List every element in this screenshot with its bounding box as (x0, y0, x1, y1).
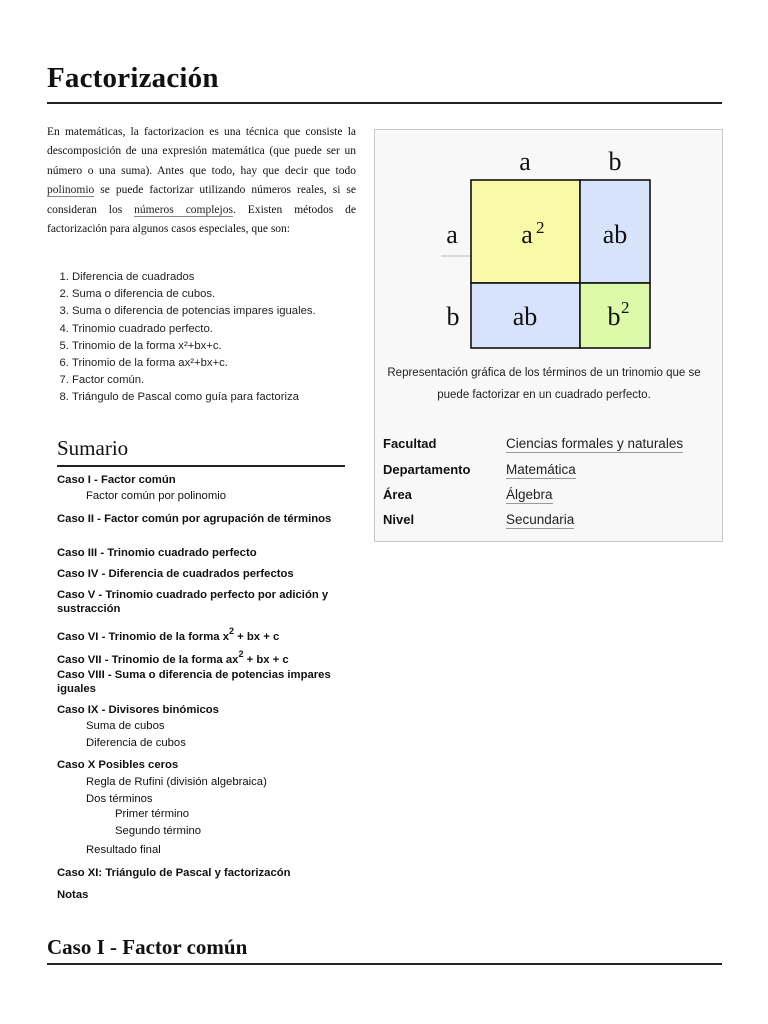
intro-text-3: . Existen métodos de factorización para algunos casos especiales, que son: (47, 203, 357, 236)
cell-b2-exponent: 2 (621, 298, 630, 317)
intro-text-1: En matemáticas, la factorizacion es una técnica que consiste la descomposición de una expresión matemática (que puede ser un número o una suma). Antes que todo, hay que decir que todo (47, 126, 356, 177)
exponent: 2 (229, 626, 235, 636)
label-top-b: b (608, 147, 622, 176)
infobox-label-facultad: Facultad (383, 436, 437, 451)
toc-link-regla-rufini[interactable]: Regla de Rufini (división algebraica) (86, 776, 267, 788)
toc-link-diferencia-cubos[interactable]: Diferencia de cubos (86, 737, 186, 749)
toc-link-caso-2[interactable]: Caso II - Factor común por agrupación de términos (57, 513, 332, 525)
infobox-label-area: Área (383, 487, 412, 502)
toc-link-dos-terminos[interactable]: Dos términos (86, 793, 153, 805)
toc-caso-7-tail: + bx + c (243, 654, 289, 666)
infobox-value-departamento[interactable]: Matemática (506, 462, 576, 477)
page-title: Factorización (47, 62, 219, 94)
toc-link-caso-7[interactable] (57, 648, 337, 668)
cases-list (57, 269, 362, 407)
list-item: 7. Factor común. (72, 372, 362, 389)
toc-link-caso-10[interactable]: Caso X Posibles ceros (57, 759, 179, 771)
cell-ab-bottom-label: ab (512, 302, 538, 331)
cell-a2-exponent: 2 (536, 218, 545, 237)
infobox-label-departamento: Departamento (383, 462, 471, 477)
list-item: 8. Triángulo de Pascal como guía para factoriza (72, 389, 362, 406)
cell-a2-base: a (521, 220, 533, 249)
section-rule (47, 963, 722, 965)
toc-link-caso-4[interactable]: Caso IV - Diferencia de cuadrados perfectos (57, 568, 294, 580)
exponent: 2 (238, 649, 244, 659)
list-item: 3. Suma o diferencia de potencias impares iguales. (72, 303, 362, 320)
list-item: 1. Diferencia de cuadrados (72, 269, 362, 286)
toc-link-primer-termino[interactable]: Primer término (115, 808, 190, 820)
link-polinomio[interactable]: polinomio (47, 184, 95, 197)
toc-link-resultado-final[interactable]: Resultado final (86, 844, 161, 856)
infobox-value-area[interactable]: Álgebra (506, 487, 553, 502)
toc-link-caso-9[interactable]: Caso IX - Divisores binómicos (57, 704, 219, 716)
toc-link-caso-8[interactable]: Caso VIII - Suma o diferencia de potencias impares iguales (57, 669, 331, 695)
link-numeros-complejos[interactable]: números complejos (134, 203, 233, 216)
infobox-value-nivel[interactable]: Secundaria (506, 512, 575, 527)
intro-text-2: se puede factorizar utilizando números reales, si se consideran los (47, 184, 356, 216)
list-item: 2. Suma o diferencia de cubos. (72, 286, 362, 303)
toc-link-suma-cubos[interactable]: Suma de cubos (86, 720, 165, 732)
toc-caso-7-text: Caso VII - Trinomio de la forma ax (57, 654, 239, 666)
toc-link-caso-6[interactable] (57, 625, 337, 645)
toc-link-caso-3[interactable]: Caso III - Trinomio cuadrado perfecto (57, 547, 257, 559)
list-item: 5. Trinomio de la forma x²+bx+c. (72, 338, 362, 355)
summary-title: Sumario (57, 436, 129, 460)
toc-link-segundo-termino[interactable]: Segundo término (115, 825, 202, 837)
cell-ab-top-label: ab (602, 220, 628, 249)
diagram-caption: Representación gráfica de los términos de un trinomio que se puede factorizar en un cuadrado perfecto. (387, 367, 701, 401)
trinomial-square-diagram (374, 130, 721, 362)
infobox-label-nivel: Nivel (383, 512, 415, 527)
title-rule (47, 102, 722, 104)
list-item: 4. Trinomio cuadrado perfecto. (72, 321, 362, 338)
section-title: Caso I - Factor común (47, 935, 248, 959)
list-item: 6. Trinomio de la forma ax²+bx+c. (72, 355, 362, 372)
label-left-a: a (446, 220, 458, 249)
toc-link-caso-1[interactable]: Caso I - Factor común (57, 474, 176, 486)
infobox-value-facultad[interactable]: Ciencias formales y naturales (506, 436, 684, 451)
toc-link-notas[interactable]: Notas (57, 889, 89, 901)
intro-paragraph (47, 123, 356, 239)
toc-link-caso-11[interactable]: Caso XI: Triángulo de Pascal y factorizacón (57, 867, 291, 879)
label-left-b: b (446, 302, 460, 331)
cell-b2-base: b (607, 302, 621, 331)
toc-link-factor-comun-polinomio[interactable]: Factor común por polinomio (86, 490, 227, 502)
toc-link-caso-5[interactable]: Caso V - Trinomio cuadrado perfecto por adición y sustracción (57, 589, 329, 615)
toc-caso-6-text: Caso VI - Trinomio de la forma x (57, 631, 230, 643)
summary-rule (57, 465, 345, 467)
label-top-a: a (519, 147, 531, 176)
toc-caso-6-tail: + bx + c (234, 631, 280, 643)
